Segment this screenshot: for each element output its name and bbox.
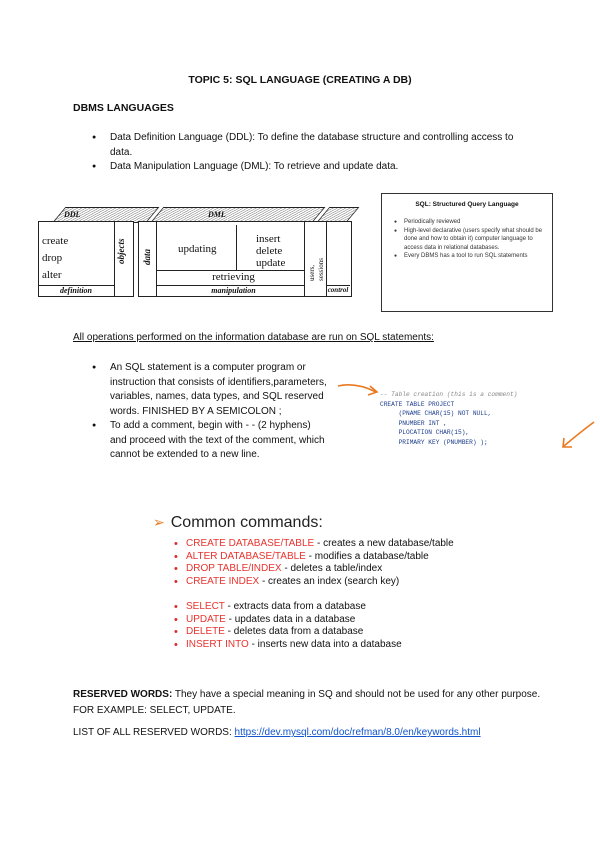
dml-footer: manipulation [156,285,311,295]
statements-list [90,361,330,463]
dcl-side-users: users, [308,264,316,281]
command-item [186,601,402,614]
list-item: ● Periodically reviewed [394,218,544,227]
page-title: TOPIC 5: SQL LANGUAGE (CREATING A DB) [188,74,412,86]
command-keyword: ALTER DATABASE/TABLE [186,550,306,562]
reserved-text: They have a special meaning in SQ and should not be used for any other purpose. FOR EXAMPLE: SELECT, UPDATE. [73,689,541,716]
dbms-languages-figure [38,207,356,301]
ddl-label: DDL [64,210,81,219]
code-line: CREATE TABLE PROJECT [380,400,455,408]
dml-side-label: data [142,248,152,265]
list-item: ● High-level declarative (users specify what should be done and how to obtain it) computer language to access data in relational databases. [394,227,544,253]
command-item [186,538,454,551]
ddl-item: create [42,235,69,247]
command-keyword: CREATE INDEX [186,575,260,587]
ddl-item: drop [42,252,63,264]
list-item: ● To add a comment, begin with - - (2 hyphens) and proceed with the text of the comment, which cannot be extended to a new line. [90,419,330,463]
command-desc: - extracts data from a database [224,601,366,612]
code-sample [380,390,517,447]
dml-label: DML [208,210,226,219]
list-item: ● An SQL statement is a computer program or instruction that consists of identifiers,parameters, variables, names, data types, and SQL reserved words. FINISHED BY A SEMICOLON ; [90,361,330,419]
ddl-items [42,233,68,284]
command-keyword: CREATE DATABASE/TABLE [186,538,315,549]
section-heading: DBMS LANGUAGES [73,102,174,114]
dcl-footer: control [327,286,349,294]
command-keyword: SELECT [186,601,225,612]
command-item [186,563,454,576]
command-keyword: DROP TABLE/INDEX [186,563,282,575]
list-item: ● Data Manipulation Language (DML): To retrieve and update data. [90,160,520,175]
command-item [186,639,402,652]
command-item [186,626,402,639]
commands-heading-text: Common commands: [170,514,323,531]
arrow-bullet-icon: ➢ [153,514,165,530]
commands-heading [153,514,323,532]
dml-op: insert [256,233,281,245]
sql-definition-box [381,193,553,312]
command-desc: - creates a new database/table [314,538,454,549]
ddl-side-label: objects [116,238,126,264]
arrow-left-icon [556,418,600,454]
code-line: PLOCATION CHAR(15), [380,429,470,436]
command-desc: - modifies a database/table [305,550,429,562]
dml-ops [256,233,285,269]
command-desc: - inserts new data into a database [248,638,402,650]
dcl-side-sessions: sessions [317,258,325,281]
command-keyword: DELETE [186,626,225,638]
command-keyword: UPDATE [186,613,226,625]
reserved-words-link[interactable]: https://dev.mysql.com/doc/refman/8.0/en/keywords.html [234,727,481,738]
command-item [186,614,402,627]
command-desc: - deletes data from a database [224,626,364,638]
code-line: PNUMBER INT , [380,419,447,427]
ddl-footer: definition [38,285,114,295]
reserved-words-paragraph [73,687,543,719]
operations-note: All operations performed on the information database are run on SQL statements: [73,332,434,343]
command-desc: - creates an index (search key) [259,575,400,587]
sql-box-list [394,218,544,261]
code-comment: -- Table creation (this is a comment) [380,391,518,398]
list-item: ● Every DBMS has a tool to run SQL statements [394,252,544,261]
dml-updating: updating [178,243,217,255]
command-desc: - updates data in a database [225,613,356,625]
sql-box-title: SQL: Structured Query Language [415,201,519,208]
dml-op: update [256,257,286,269]
command-desc: - deletes a table/index [281,563,383,575]
arrow-right-icon [336,378,384,402]
code-line: PRIMARY KEY (PNUMBER) ); [380,438,488,446]
reserved-label: RESERVED WORDS: [73,689,173,700]
command-keyword: INSERT INTO [186,638,249,650]
command-item [186,576,454,589]
reserved-list-line [73,727,481,738]
dml-op: delete [256,245,283,257]
languages-list [90,131,520,175]
list-item: ● Data Definition Language (DDL): To define the database structure and controlling access to data. [90,131,520,160]
commands-group-1 [186,538,454,588]
code-line: (PNAME CHAR(15) NOT NULL, [380,410,492,417]
reserved-list-label: LIST OF ALL RESERVED WORDS: [73,727,235,738]
commands-group-2 [186,601,402,651]
command-item [186,551,454,564]
ddl-item: alter [42,269,62,281]
dml-retrieving: retrieving [156,270,311,283]
